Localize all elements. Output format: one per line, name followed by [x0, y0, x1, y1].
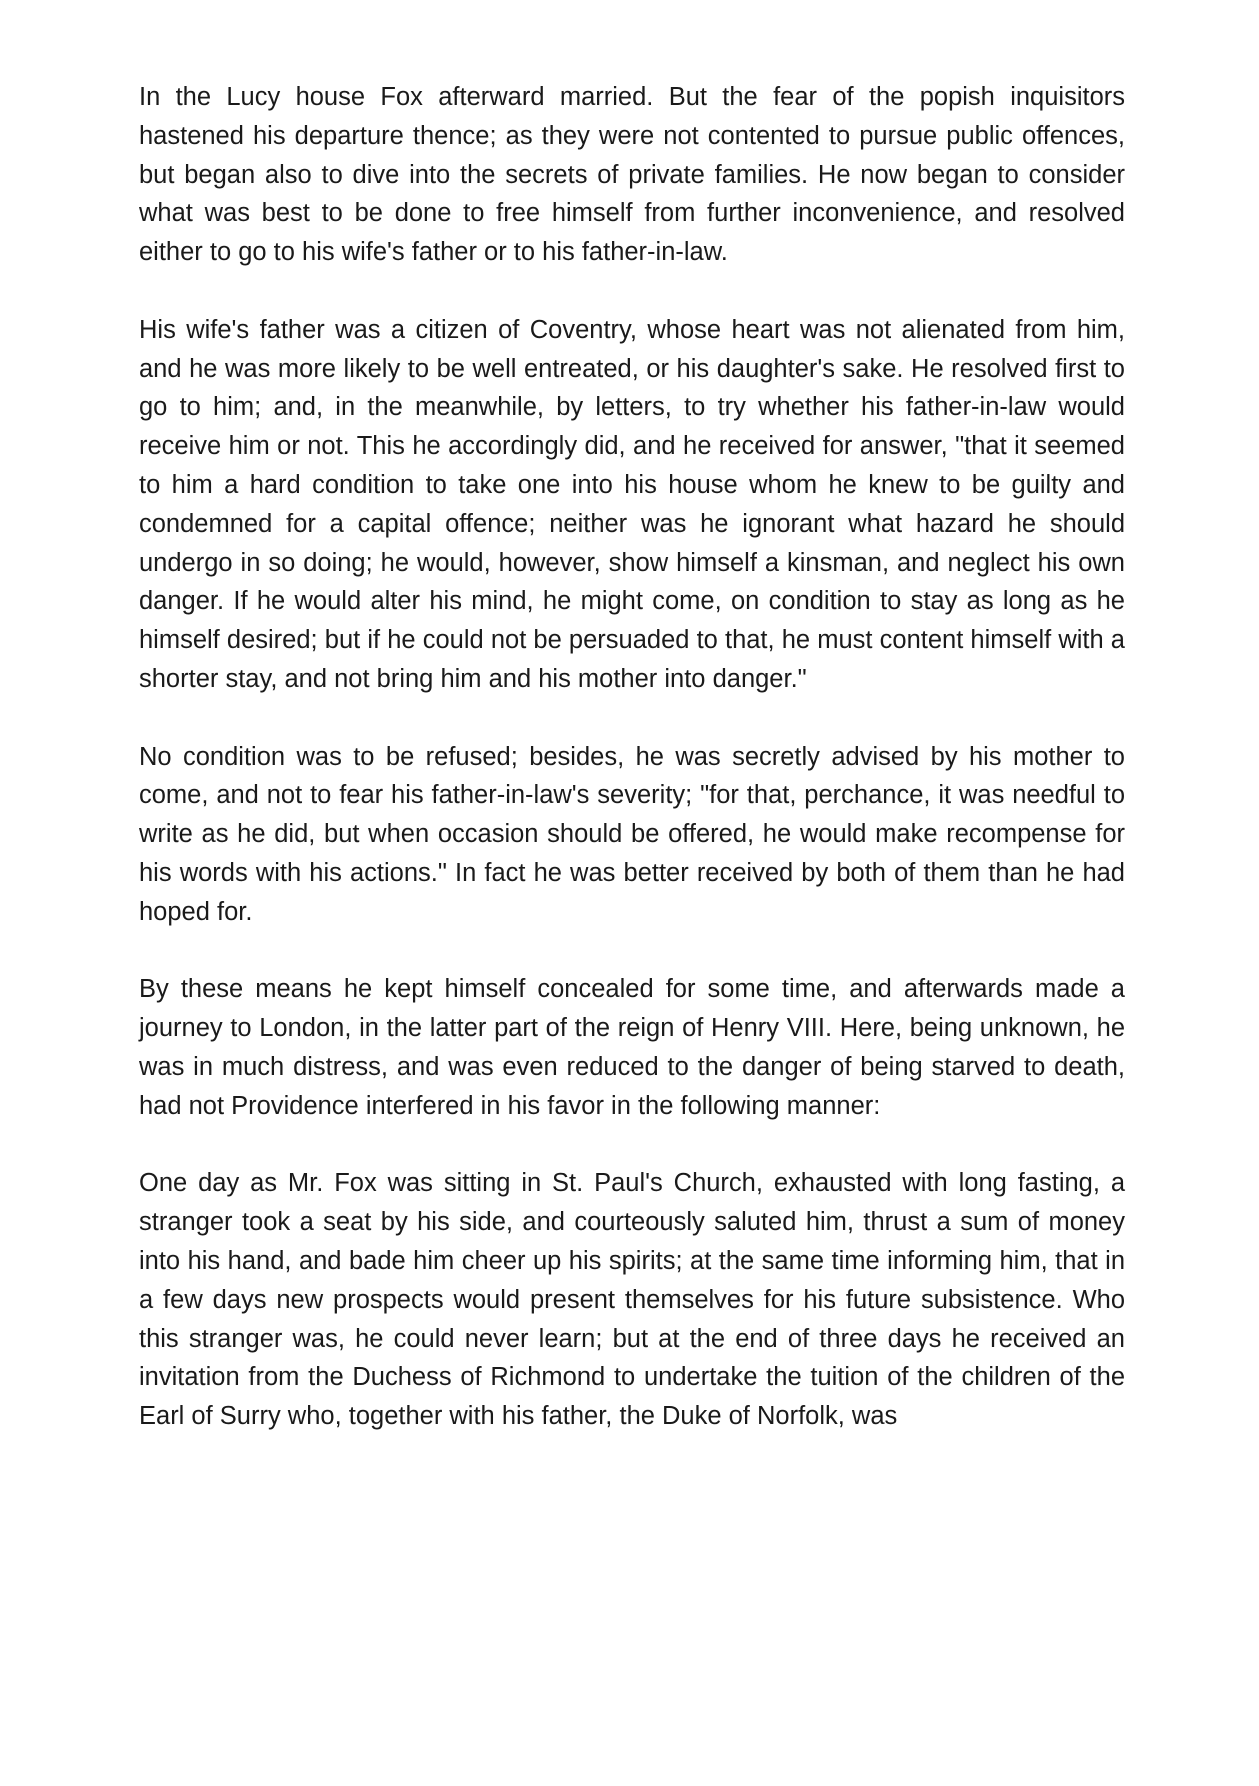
paragraph-1: In the Lucy house Fox afterward married. But the fear of the popish inquisitors hastened his departure thence; as they were not contented to pursue public offences, but began also to dive into the secrets of private families. He now began to consider what was best to be done to free himself from further inconvenience, and resolved either to go to his wife's father or to his father-in-law.: [139, 83, 1125, 267]
paragraph-4: By these means he kept himself concealed for some time, and afterwards made a journey to London, in the latter part of the reign of Henry VIII. Here, being unknown, he was in much distress, and was even reduced to the danger of being starved to death, had not Providence interfered in his favor in the following manner:: [139, 975, 1125, 1120]
body-text: [139, 78, 1125, 1436]
paragraph-2: His wife's father was a citizen of Coventry, whose heart was not alienated from him, and he was more likely to be well entreated, or his daughter's sake. He resolved first to go to him; and, in the meanwhile, by letters, to try whether his father-in-law would receive him or not. This he accordingly did, and he received for answer, "that it seemed to him a hard condition to take one into his house whom he knew to be guilty and condemned for a capital offence; neither was he ignorant what hazard he should undergo in so doing; he would, however, show himself a kinsman, and neglect his own danger. If he would alter his mind, he might come, on condition to stay as long as he himself desired; but if he could not be persuaded to that, he must content himself with a shorter stay, and not bring him and his mother into danger.": [139, 315, 1125, 693]
paragraph-5: One day as Mr. Fox was sitting in St. Paul's Church, exhausted with long fasting, a stranger took a seat by his side, and courteously saluted him, thrust a sum of money into his hand, and bade him cheer up his spirits; at the same time informing him, that in a few days new prospects would present themselves for his future subsistence. Who this stranger was, he could never learn; but at the end of three days he received an invitation from the Duchess of Richmond to undertake the tuition of the children of the Earl of Surry who, together with his father, the Duke of Norfolk, was: [139, 1169, 1125, 1431]
paragraph-3: No condition was to be refused; besides, he was secretly advised by his mother to come, and not to fear his father-in-law's severity; "for that, perchance, it was needful to write as he did, but when occasion should be offered, he would make recompense for his words with his actions." In fact he was better received by both of them than he had hoped for.: [139, 742, 1125, 926]
